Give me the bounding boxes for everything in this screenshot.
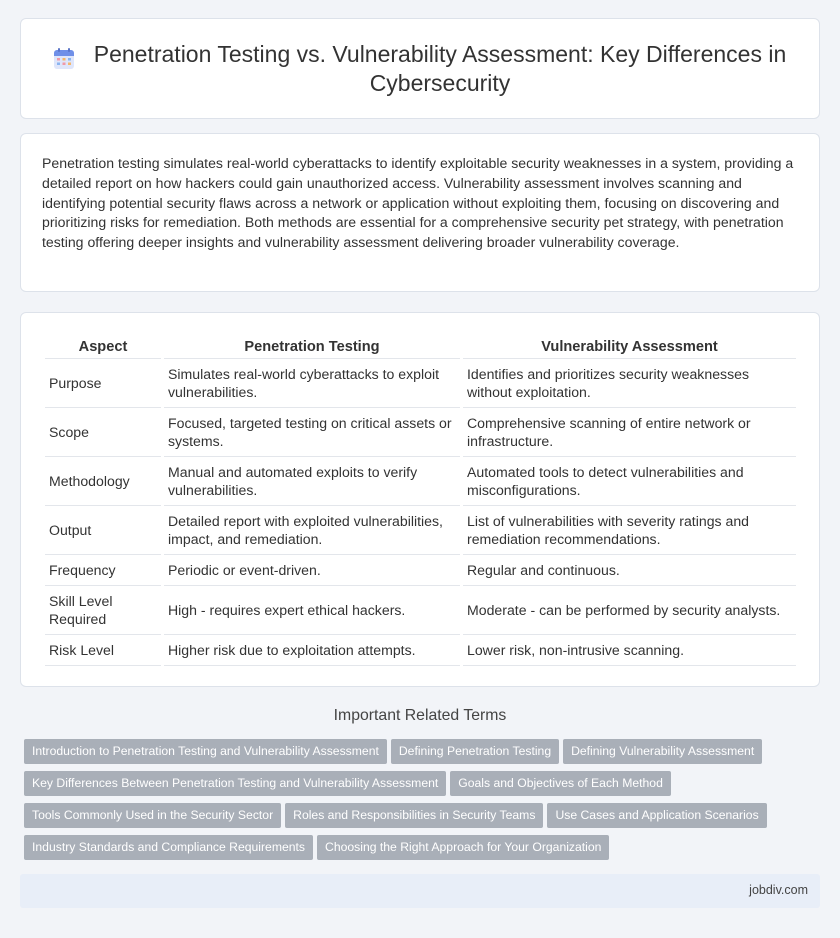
table-header-row bbox=[45, 333, 796, 359]
related-term-tag[interactable]: Key Differences Between Penetration Testing and Vulnerability Assessment bbox=[24, 771, 446, 796]
related-term-tag[interactable]: Roles and Responsibilities in Security Teams bbox=[285, 803, 543, 828]
related-terms-title: Important Related Terms bbox=[333, 707, 507, 724]
table-row bbox=[45, 506, 796, 555]
vulnerability-assessment-cell: Identifies and prioritizes security weaknesses without exploitation. bbox=[463, 359, 796, 408]
related-term-tag[interactable]: Tools Commonly Used in the Security Sector bbox=[24, 803, 281, 828]
table-row bbox=[45, 635, 796, 666]
intro-card bbox=[20, 133, 820, 292]
comparison-table-card bbox=[20, 312, 820, 687]
aspect-cell: Scope bbox=[45, 408, 161, 457]
vulnerability-assessment-cell: Lower risk, non-intrusive scanning. bbox=[463, 635, 796, 666]
penetration-testing-cell: Manual and automated exploits to verify vulnerabilities. bbox=[164, 457, 460, 506]
table-row bbox=[45, 555, 796, 586]
table-row bbox=[45, 359, 796, 408]
footer-site-link[interactable]: jobdiv.com bbox=[749, 883, 808, 897]
footer bbox=[20, 874, 820, 908]
related-term-tag[interactable]: Choosing the Right Approach for Your Organization bbox=[317, 835, 609, 860]
page-title: Penetration Testing vs. Vulnerability Assessment: Key Differences in Cybersecurity bbox=[93, 40, 787, 96]
vulnerability-assessment-cell: Automated tools to detect vulnerabilities and misconfigurations. bbox=[463, 457, 796, 506]
aspect-cell: Output bbox=[45, 506, 161, 555]
aspect-cell: Purpose bbox=[45, 359, 161, 408]
related-term-tag[interactable]: Defining Vulnerability Assessment bbox=[563, 739, 762, 764]
penetration-testing-cell: Focused, targeted testing on critical assets or systems. bbox=[164, 408, 460, 457]
aspect-cell: Methodology bbox=[45, 457, 161, 506]
aspect-cell: Frequency bbox=[45, 555, 161, 586]
penetration-testing-cell: High - requires expert ethical hackers. bbox=[164, 586, 460, 635]
penetration-testing-cell: Higher risk due to exploitation attempts. bbox=[164, 635, 460, 666]
penetration-testing-cell: Detailed report with exploited vulnerabilities, impact, and remediation. bbox=[164, 506, 460, 555]
vulnerability-assessment-cell: Comprehensive scanning of entire network or infrastructure. bbox=[463, 408, 796, 457]
penetration-testing-cell: Periodic or event-driven. bbox=[164, 555, 460, 586]
related-term-tag[interactable]: Industry Standards and Compliance Requirements bbox=[24, 835, 313, 860]
intro-paragraph: Penetration testing simulates real-world cyberattacks to identify exploitable security weaknesses in a system, providing a detailed report on how hackers could gain unauthorized access. Vulnerability assessment involves scanning and identifying potential security flaws across a network or application without exploiting them, focusing on discovering and prioritizing risks for remediation. Both methods are essential for a comprehensive security pet strategy, with penetration testing offering deeper insights and vulnerability assessment delivering broader vulnerability coverage. bbox=[42, 155, 794, 251]
aspect-cell: Risk Level bbox=[45, 635, 161, 666]
vulnerability-assessment-cell: Moderate - can be performed by security analysts. bbox=[463, 586, 796, 635]
table-row bbox=[45, 586, 796, 635]
column-header-penetration-testing: Penetration Testing bbox=[164, 333, 460, 359]
aspect-cell: Skill Level Required bbox=[45, 586, 161, 635]
column-header-aspect: Aspect bbox=[45, 333, 161, 359]
penetration-testing-cell: Simulates real-world cyberattacks to exploit vulnerabilities. bbox=[164, 359, 460, 408]
related-terms-list bbox=[24, 739, 814, 867]
related-term-tag[interactable]: Goals and Objectives of Each Method bbox=[450, 771, 671, 796]
vulnerability-assessment-cell: List of vulnerabilities with severity ratings and remediation recommendations. bbox=[463, 506, 796, 555]
comparison-table bbox=[42, 333, 799, 666]
column-header-vulnerability-assessment: Vulnerability Assessment bbox=[463, 333, 796, 359]
related-term-tag[interactable]: Defining Penetration Testing bbox=[391, 739, 559, 764]
vulnerability-assessment-cell: Regular and continuous. bbox=[463, 555, 796, 586]
related-term-tag[interactable]: Use Cases and Application Scenarios bbox=[547, 803, 766, 828]
table-row bbox=[45, 457, 796, 506]
related-term-tag[interactable]: Introduction to Penetration Testing and Vulnerability Assessment bbox=[24, 739, 387, 764]
header-card bbox=[20, 18, 820, 119]
table-row bbox=[45, 408, 796, 457]
